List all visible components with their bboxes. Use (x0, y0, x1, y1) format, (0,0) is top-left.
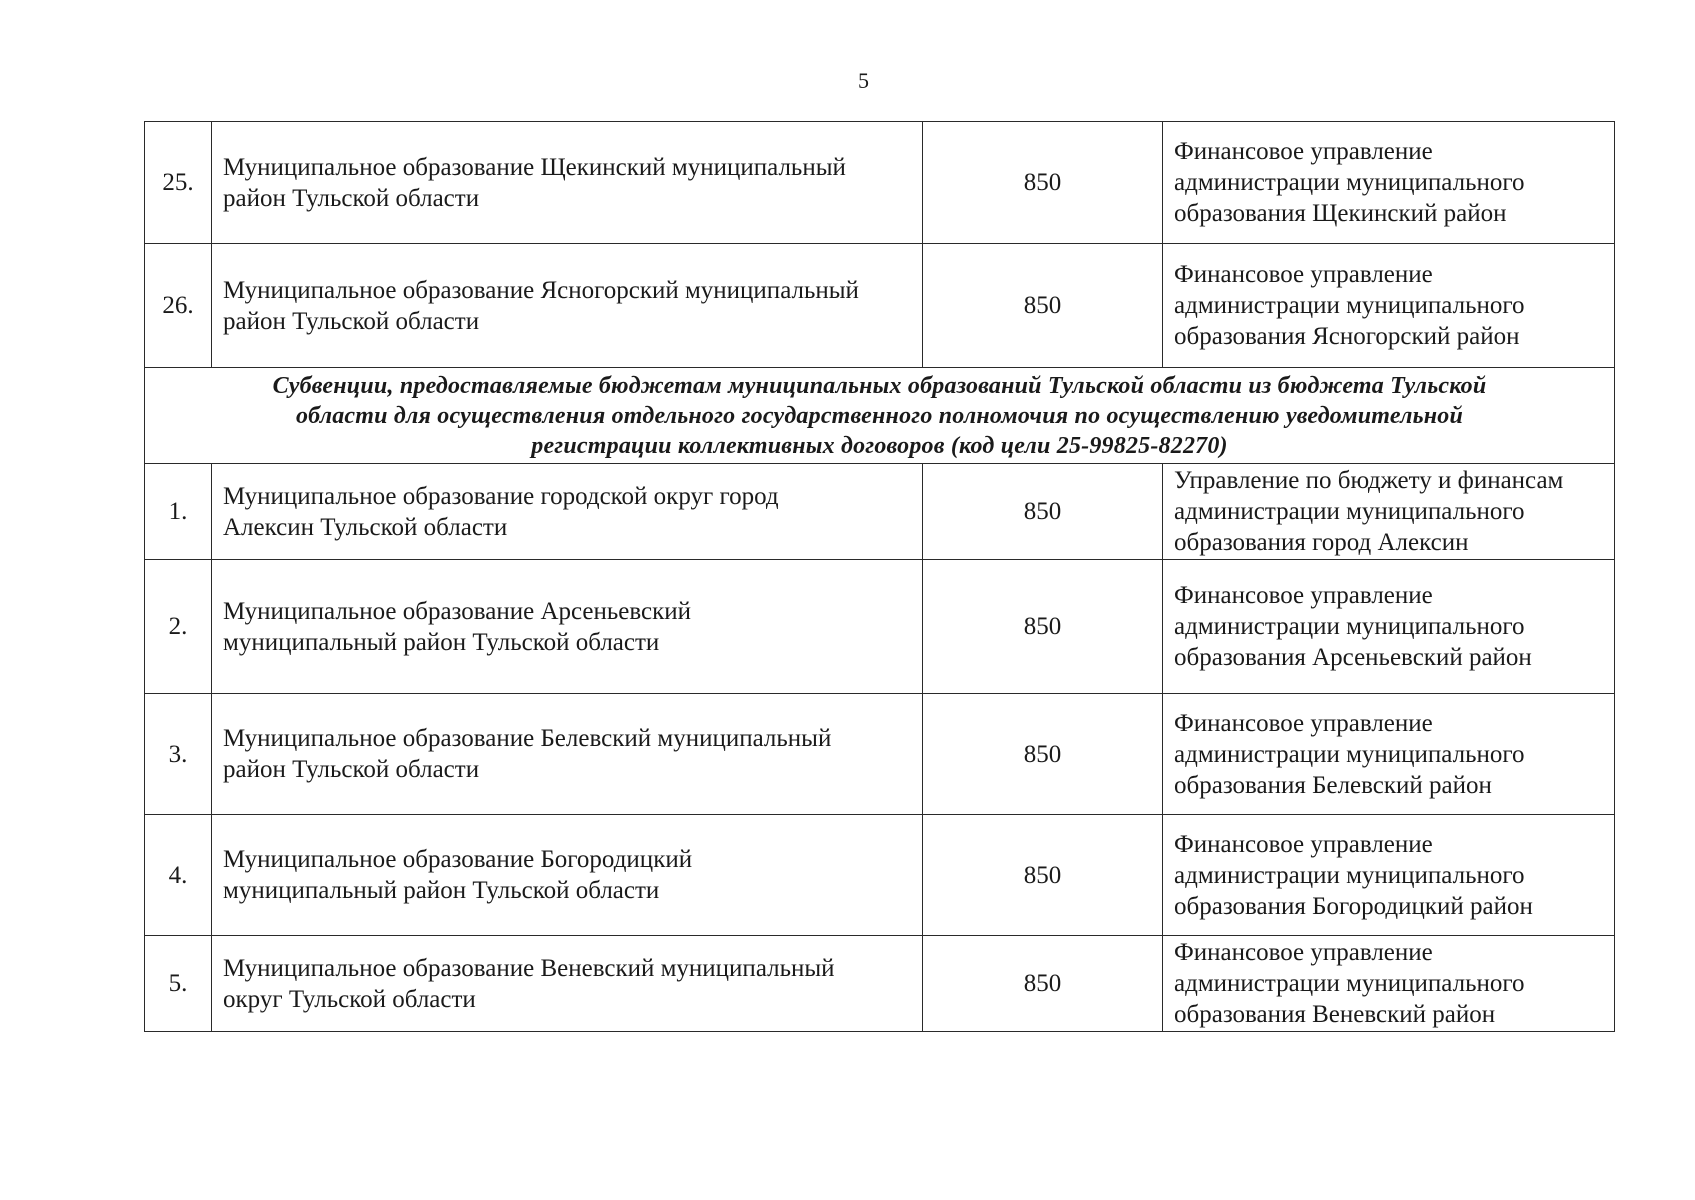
municipality-name-line: Муниципальное образование городской округ город (223, 482, 779, 510)
municipality-name-line: Муниципальное образование Белевский муниципальный (223, 725, 832, 752)
administrator-name (1163, 122, 1615, 244)
amount: 850 (923, 122, 1163, 244)
administrator-name-line: Финансовое управление (1174, 261, 1433, 288)
section-heading-row (145, 368, 1615, 464)
administrator-name-line: Финансовое управление (1174, 582, 1433, 609)
administrator-name-line: администрации муниципального (1174, 861, 1525, 889)
administrator-name (1163, 464, 1615, 560)
administrator-name (1163, 815, 1615, 936)
municipality-name-line: Муниципальное образование Арсеньевский (223, 597, 692, 625)
administrator-name-line: образования Арсеньевский район (1174, 644, 1532, 671)
table-row (145, 244, 1615, 368)
administrator-name-line: образования город Алексин (1174, 529, 1469, 556)
amount: 850 (923, 244, 1163, 368)
administrator-name-line: образования Веневский район (1174, 1001, 1496, 1028)
municipality-name-line: район Тульской области (223, 307, 480, 335)
municipality-name-line: Алексин Тульской области (223, 513, 508, 541)
administrator-name-line: администрации муниципального (1174, 970, 1525, 997)
table-row (145, 560, 1615, 694)
administrator-name (1163, 694, 1615, 815)
amount: 850 (923, 936, 1163, 1032)
administrator-name-line: администрации муниципального (1174, 169, 1525, 196)
administrator-name-line: администрации муниципального (1174, 740, 1525, 768)
section-heading (145, 368, 1615, 464)
municipality-name (212, 244, 923, 368)
municipality-name (212, 560, 923, 694)
administrator-name-line: администрации муниципального (1174, 292, 1525, 319)
table-row (145, 122, 1615, 244)
row-number: 26. (145, 244, 212, 368)
row-number: 1. (145, 464, 212, 560)
row-number: 3. (145, 694, 212, 815)
amount: 850 (923, 560, 1163, 694)
municipality-name-line: муниципальный район Тульской области (223, 877, 660, 904)
section-heading-line: регистрации коллективных договоров (код цели 25-99825-82270) (531, 432, 1228, 459)
row-number: 25. (145, 122, 212, 244)
municipality-name (212, 694, 923, 815)
municipality-name (212, 464, 923, 560)
administrator-name (1163, 936, 1615, 1032)
administrator-name-line: администрации муниципального (1174, 613, 1525, 640)
administrator-name-line: образования Щекинский район (1174, 200, 1507, 227)
municipality-name-line: Муниципальное образование Ясногорский муниципальный (223, 276, 859, 304)
administrator-name (1163, 560, 1615, 694)
row-number: 4. (145, 815, 212, 936)
municipality-name-line: Муниципальное образование Веневский муниципальный (223, 954, 835, 982)
municipality-name (212, 122, 923, 244)
row-number: 5. (145, 936, 212, 1032)
administrator-name-line: администрации муниципального (1174, 498, 1525, 525)
municipality-name-line: Муниципальное образование Щекинский муниципальный (223, 153, 846, 181)
municipality-name (212, 936, 923, 1032)
page-number: 5 (858, 68, 869, 93)
administrator-name-line: Финансовое управление (1174, 138, 1433, 165)
administrator-name-line: образования Богородицкий район (1174, 892, 1533, 920)
municipality-name (212, 815, 923, 936)
row-number: 2. (145, 560, 212, 694)
municipality-name-line: муниципальный район Тульской области (223, 628, 660, 656)
amount: 850 (923, 815, 1163, 936)
administrator-name-line: образования Белевский район (1174, 771, 1492, 799)
section-heading-line: Субвенции, предоставляемые бюджетам муниципальных образований Тульской области из бюджета Тульской (272, 372, 1487, 399)
table-row (145, 464, 1615, 560)
administrator-name-line: Управление по бюджету и финансам (1174, 467, 1564, 494)
administrator-name-line: образования Ясногорский район (1174, 323, 1520, 350)
section-heading-line: области для осуществления отдельного государственного полномочия по осуществлению уведомительной (295, 402, 1464, 429)
municipality-name-line: район Тульской области (223, 184, 480, 212)
municipality-name-line: округ Тульской области (223, 985, 476, 1013)
municipality-name-line: Муниципальное образование Богородицкий (223, 846, 693, 873)
administrator-name-line: Финансовое управление (1174, 939, 1433, 966)
amount: 850 (923, 464, 1163, 560)
administrator-name-line: Финансовое управление (1174, 830, 1433, 858)
table-row (145, 815, 1615, 936)
municipality-name-line: район Тульской области (223, 756, 480, 783)
subventions-table (144, 121, 1615, 1032)
administrator-name-line: Финансовое управление (1174, 709, 1433, 737)
amount: 850 (923, 694, 1163, 815)
administrator-name (1163, 244, 1615, 368)
table-row (145, 936, 1615, 1032)
table-row (145, 694, 1615, 815)
